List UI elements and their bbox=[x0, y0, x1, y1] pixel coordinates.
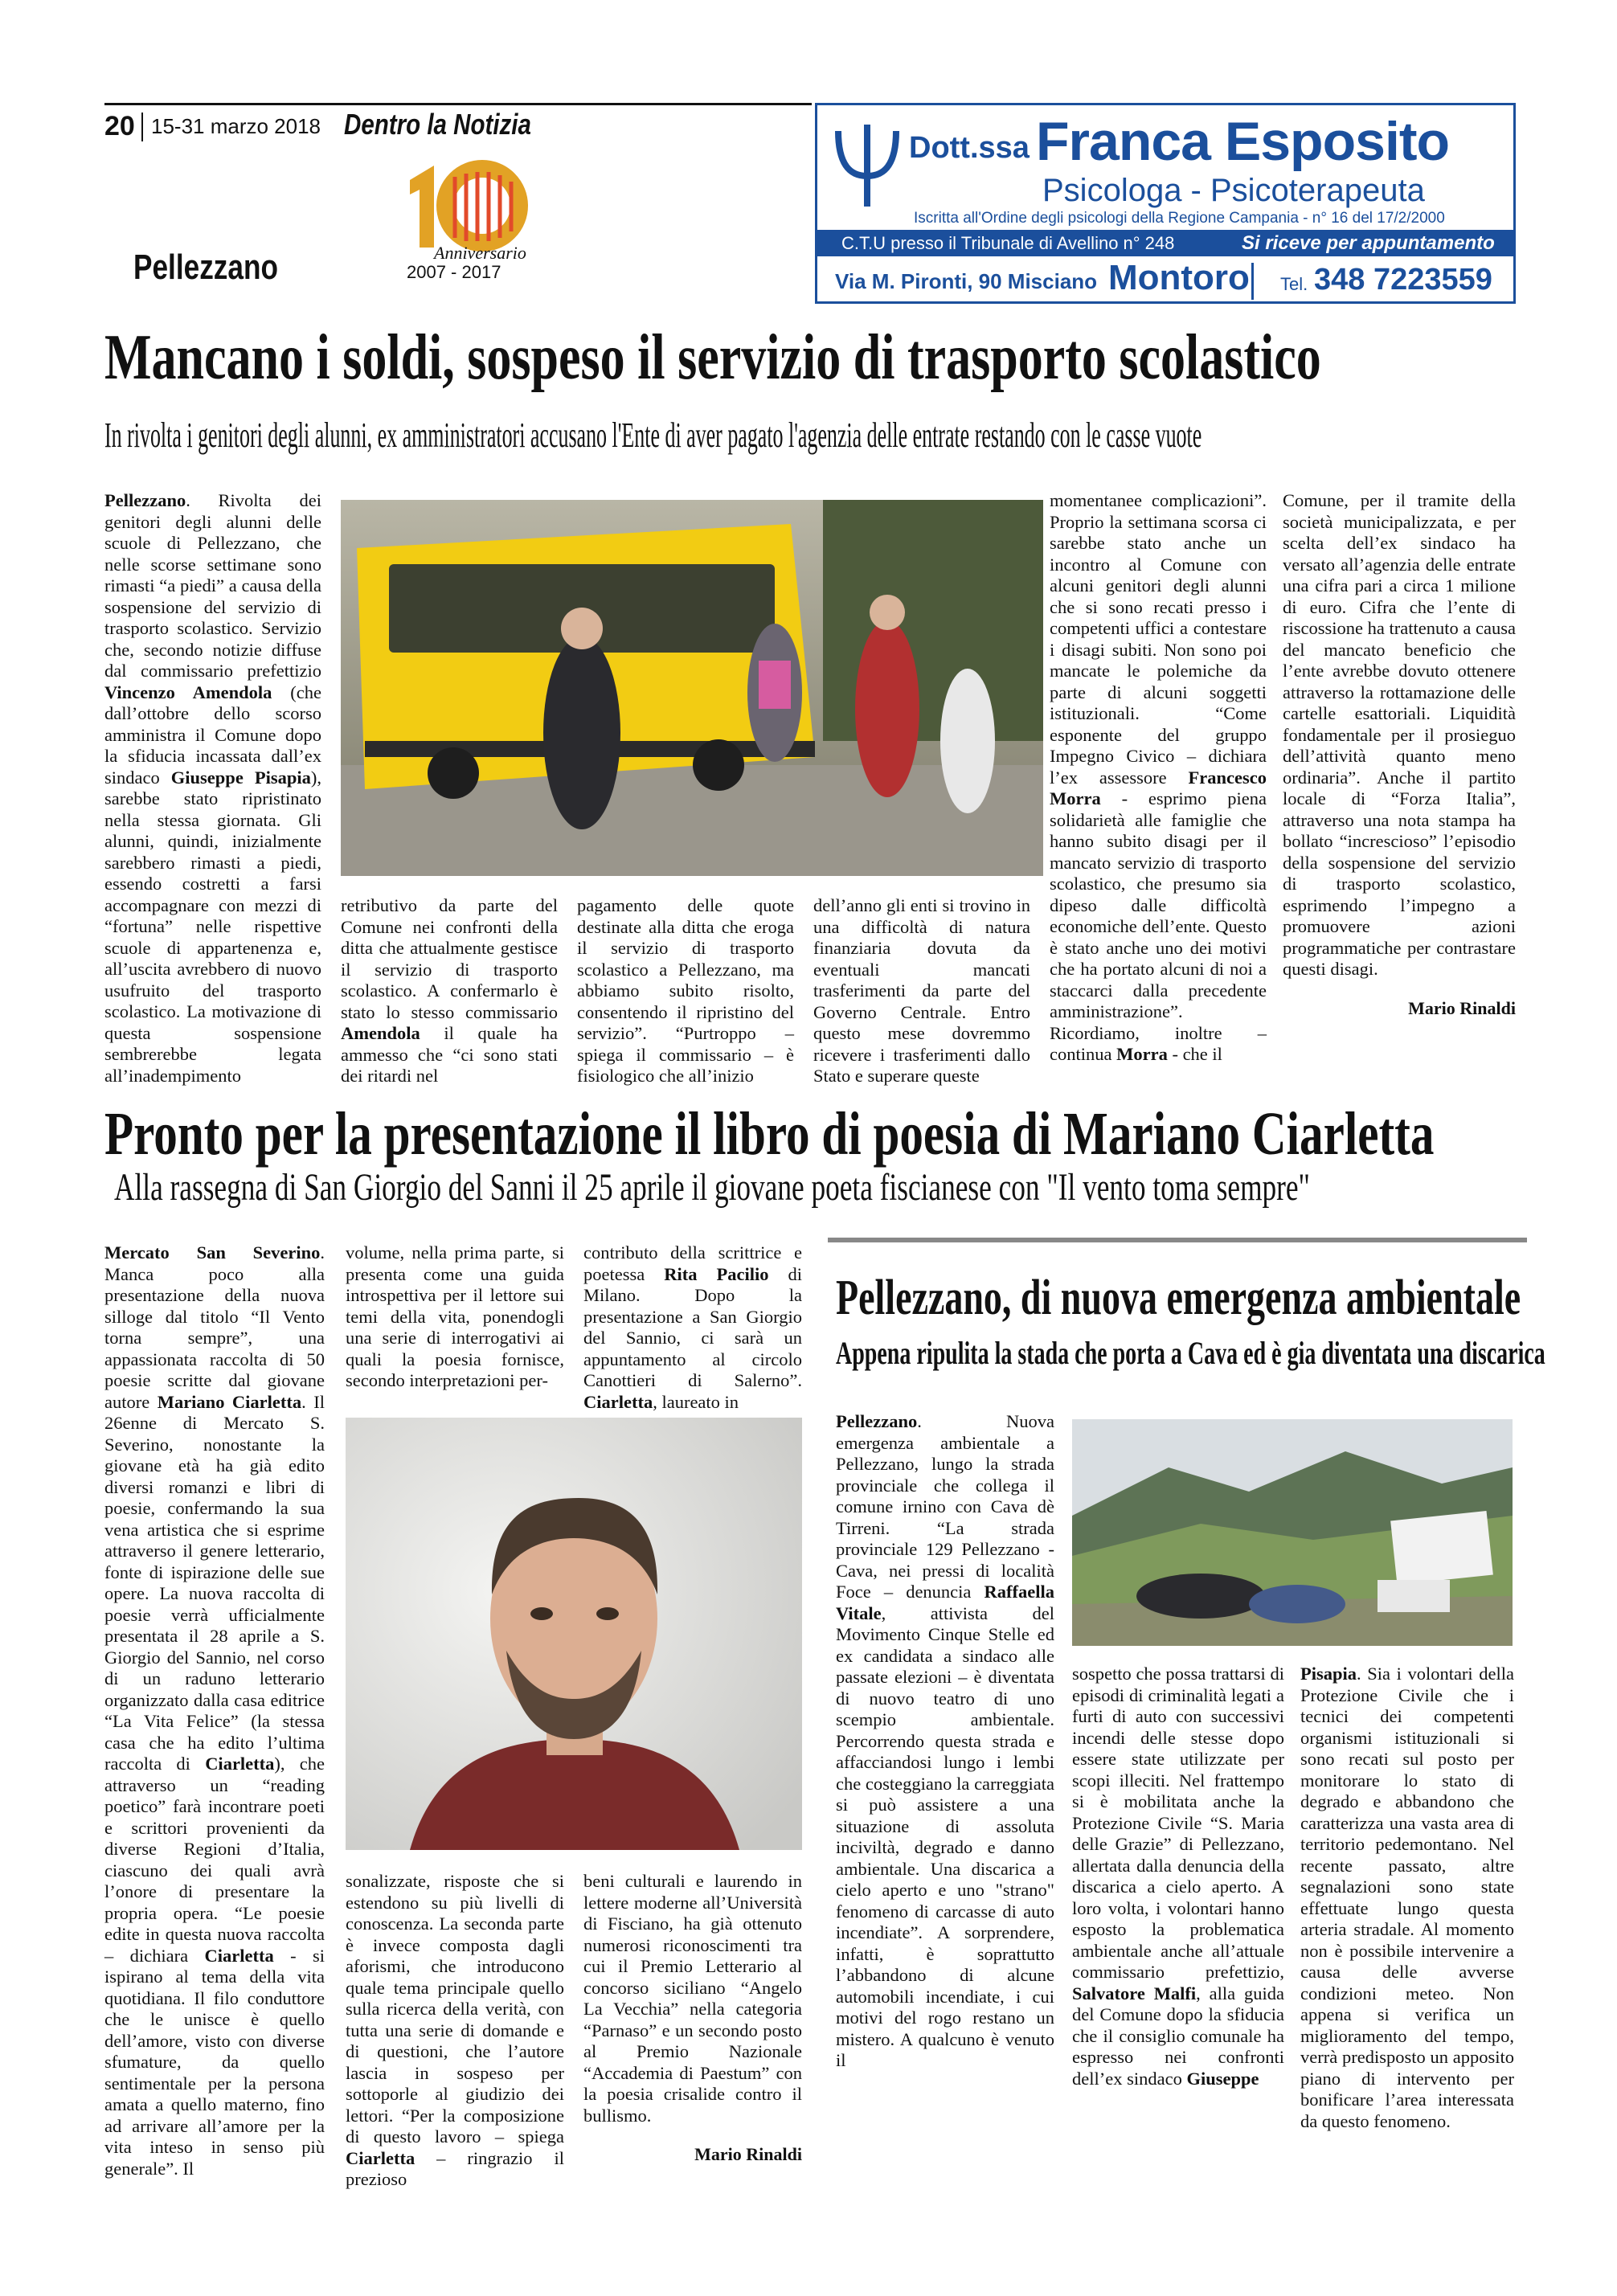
article1-author: Mario Rinaldi bbox=[1408, 997, 1516, 1018]
article1-column-4 bbox=[813, 895, 1030, 1087]
article1-column-1 bbox=[104, 490, 321, 1087]
page-number: 20 bbox=[104, 111, 135, 141]
person-name: Salvatore Malfi bbox=[1072, 1983, 1197, 2003]
article1-column-5 bbox=[1050, 490, 1267, 1066]
advertisement bbox=[815, 103, 1516, 304]
article1-column-2 bbox=[341, 895, 558, 1087]
person-name: Ciarletta bbox=[583, 1391, 653, 1412]
person-name: Amendola bbox=[341, 1023, 420, 1043]
landfill-photo bbox=[1072, 1419, 1513, 1646]
article2-text: volume, nella prima parte, si presenta come una guida introspettiva per il lettore sui temi della vita, ponendogli una serie di interrogativi ai quali la poesia fornisce, secondo interpretazioni per- bbox=[346, 1242, 564, 1390]
section-title: Pellezzano bbox=[133, 248, 278, 287]
article3-subheadline: Appena ripulita la stada che porta a Cava ed è gia diventata una discarica bbox=[836, 1335, 1545, 1371]
article2-text: . Il 26enne di Mercato S. Severino, nonostante la giovane età ha già edito diversi romanzi e libri di poesie, confermando la sua vena artistica che si esprime attraverso il genere letterario, fonte di ispirazione delle sue opere. La nuova raccolta di poesie verrà ufficialmente presentata il 28 aprile a S. Giorgio del Sannio, nel corso di un raduno letterario organizzato dalla casa editrice “La Vita Felice” (la stessa casa che ha edito l’ultima raccolta di bbox=[104, 1391, 325, 1774]
ad-title-prefix: Dott.ssa bbox=[909, 131, 1030, 165]
article3-text: . Sia i volontari della Protezione Civile che i tecnici dei competenti organismi istituzionali si sono recati sul posto per monitorare lo stato di degrado e abbandono che caratterizza una vasta area di territorio pedemontano. Nel recente passato, altre segnalazioni sono state effettuate lungo questa arteria stradale. Al momento non è possibile intervenire a causa delle avverse condizioni meteo. Non appena si verifica un miglioramento del tempo, verrà predisposto un apposito piano di intervento per bonificare l’area interessata da questo fenomeno. bbox=[1300, 1664, 1514, 2131]
article2-text: - si ispirano al tema della vita quotidiana. Il filo conduttore che le unisce è quello dell’amore, visto con diverse sfumature, da quello sentimentale per la persona amata a quello materno, fino ad arrivare all’amore per la vita inteso in senso più generale”. Il bbox=[104, 1945, 325, 2179]
article1-text: - esprimo piena solidarietà alle famiglie che hanno subito disagi per il mancato servizio di trasporto scolastico, che presumo sia dipeso dalle difficoltà economiche dell’ente. Questo è stato anche uno dei motivi che ha portato alcuni di noi a staccarci dalla precedente amministrazione”. Ricordiamo, inoltre – continua bbox=[1050, 788, 1267, 1064]
article1-text: dell’anno gli enti si trovino in una difficoltà di natura finanziaria dovuta da eventuali mancati trasferimenti da parte del Governo Centrale. Entro questo mese dovremmo ricevere i trasferimenti dallo Stato e superare queste bbox=[813, 895, 1030, 1086]
article3-column-2 bbox=[1072, 1664, 1284, 2089]
article3-text: , alla guida del Comune dopo la sfiducia che il consiglio comunale ha espresso nei confronti dell’ex sindaco bbox=[1072, 1983, 1284, 2089]
ad-profession: Psicologa - Psicoterapeuta bbox=[1042, 173, 1425, 208]
anniversary-10-icon bbox=[402, 158, 530, 252]
person-name: Ciarletta bbox=[205, 1754, 275, 1774]
article1-headline: Mancano i soldi, sospeso il servizio di trasporto scolastico bbox=[104, 322, 1321, 393]
ad-address: Via M. Pironti, 90 Misciano bbox=[835, 269, 1098, 293]
article2-text: beni culturali e laurendo in lettere moderne all’Università di Fisciano, ha già ottenuto numerosi riconoscimenti tra cui il Premio Letterario al concorso siciliano “Angelo La Vecchia” nella categoria “Parnaso” e un secondo posto al Premio Nazionale “Accademia di Paestum” con la poesia crisalide contro il bullismo. bbox=[583, 1871, 802, 2126]
article1-text: pagamento delle quote destinate alla ditta che eroga il servizio di trasporto scolastico a Pellezzano, ma abbiamo subito risolto, consentendo il ripristino del servizio”. “Purtroppo – spiega il commissario – è fisiologico che all’inizio bbox=[577, 895, 794, 1086]
ad-town: Montoro bbox=[1108, 258, 1250, 297]
article1-text: - che il bbox=[1167, 1044, 1222, 1064]
article3-text: , attivista del Movimento Cinque Stelle ed ex candidata a sindaco alle passate elezioni – è diventata di nuovo teatro di uno scempio ambientale. Percorrendo questa strada e affacciandosi lungo i lembi che costeggiano la carreggiata si può assistere a una situazione di assoluta inciviltà, degrado e danno ambientale. Una discarica a cielo aperto e uno "strano" fenomeno di carcasse di auto incendiate”. A sorprendere, infatti, è soprattutto l’abbandono di alcune automobili incendiate, i cui motivi del rogo restano un mistero. A qualcuno è venuto il bbox=[836, 1602, 1054, 2070]
article2-column-1 bbox=[104, 1242, 325, 2179]
person-name: Ciarletta bbox=[346, 2147, 416, 2168]
article1-text: retributivo da parte del Comune nei confronti della ditta che attualmente gestisce il servizio di trasporto scolastico. A confermarlo è stato lo stesso commissario bbox=[341, 895, 558, 1022]
article1-column-6 bbox=[1283, 490, 1516, 1019]
ad-divider bbox=[1251, 263, 1254, 300]
ad-ctu: C.T.U presso il Tribunale di Avellino n° 248 bbox=[841, 233, 1175, 253]
person-name: Ciarletta bbox=[204, 1945, 274, 1966]
article2-text: . Manca poco alla presentazione della nuova silloge dal titolo “Il Vento torna sempre”, una appassionata raccolta di 50 poesie scritte dal giovane autore bbox=[104, 1242, 325, 1412]
person-name: Raffaella Vitale bbox=[836, 1582, 1054, 1623]
article1-text: (che dall’ottobre dello scorso amministra il Comune dopo la sfiducia incassata dall’ex sindaco bbox=[104, 681, 322, 788]
article2-column-3-top bbox=[583, 1242, 802, 1413]
person-name: Francesco Morra bbox=[1050, 767, 1267, 808]
article2-text: contributo della scrittrice e poetessa bbox=[583, 1242, 802, 1284]
article3-headline: Pellezzano, di nuova emergenza ambientale bbox=[836, 1271, 1521, 1325]
ad-appointment: Si riceve per appuntamento bbox=[1242, 232, 1495, 254]
article1-lead-place: Pellezzano bbox=[104, 490, 186, 510]
person-name: Rita Pacilio bbox=[664, 1263, 769, 1284]
article3-column-1 bbox=[836, 1411, 1054, 2072]
article3-text: sospetto che possa trattarsi di episodi di criminalità legati a furti di auto con successivi incendi delle stesse dopo essere state utilizzate per scopi illeciti. Nel frattempo si è mobilitata anche la Protezione Civile “S. Maria delle Grazie” di Pellezzano, allertata dalla denuncia della discarica a cielo aperto. A loro volta, i volontari hanno esposto la problematica ambientale anche all’attuale commissario prefettizio, bbox=[1072, 1664, 1284, 1982]
article3-text: . Nuova emergenza ambientale a Pellezzano, lungo la strada provinciale che collega il comune irnino con Cava dè Tirreni. “La strada provinciale 129 Pellezzano - Cava, nei pressi di località Foce – denuncia bbox=[836, 1411, 1054, 1602]
article2-subheadline: Alla rassegna di San Giorgio del Sanni il 25 aprile il giovane poeta fiscianese con "Il vento toma sempre" bbox=[114, 1166, 1310, 1209]
article1-text: Comune, per il tramite della società municipalizzata, e per scelta dell’ex sindaco ha versato all’agenzia delle entrate una cifra pari a circa 1 milione di euro. Cifra che l’ente di riscossione ha trattenuto a causa del mancato beneficio che l’ente avrebbe dovuto ottenere attraverso la rottamazione delle cartelle esattoriali. Liquidità fondamentale per il prosieguo dell’attività quanto meno ordinaria”. Anche il partito locale di “Forza Italia”, attraverso una nota stampa ha bollato “increscioso” l’episodio della sospensione del servizio di trasporto scolastico, esprimendo l’impegno a promuovere azioni programmatiche per contrastare questi disagi. bbox=[1283, 490, 1516, 979]
person-name: Pisapia bbox=[1300, 1664, 1357, 1684]
article2-text: di Milano. Dopo la presentazione a San Giorgio del Sannio, ci sarà un appuntamento al circolo Canottieri di Salerno”. bbox=[583, 1263, 802, 1390]
article2-text: sonalizzate, risposte che si estendono su più livelli di conoscenza. La seconda parte è invece composta dagli aforismi, che introducono quale tema principale quello sulla ricerca della verità, con tutta una serie di domande e di questioni, che l’autore lascia in sospeso per sottoporle al giudizio dei lettori. “Per la composizione di questo lavoro – spiega bbox=[346, 1871, 564, 2147]
article2-column-2-top bbox=[346, 1242, 564, 1392]
school-bus-photo bbox=[341, 500, 1043, 876]
person-name: Giuseppe Pisapia bbox=[170, 767, 311, 788]
article2-text: , laureato in bbox=[653, 1391, 739, 1412]
article2-text: – ringrazio il prezioso bbox=[346, 2147, 564, 2189]
article2-column-2-bottom bbox=[346, 1871, 564, 2191]
anniversary-logo bbox=[402, 158, 530, 282]
psi-logo-icon bbox=[830, 120, 904, 210]
ad-registration: Iscritta all'Ordine degli psicologi della Regione Campania - n° 16 del 17/2/2000 bbox=[914, 210, 1445, 227]
person-name: Morra bbox=[1116, 1044, 1168, 1064]
article1-subheadline: In rivolta i genitori degli alunni, ex amministratori accusano l'Ente di aver pagato l'agenzia delle entrate restando con le casse vuote bbox=[104, 415, 1202, 455]
anniversary-script: Anniversario bbox=[434, 243, 526, 263]
issue-date: 15-31 marzo 2018 bbox=[151, 114, 321, 138]
ad-name: Franca Esposito bbox=[1036, 111, 1450, 172]
person-name: Giuseppe bbox=[1186, 2068, 1259, 2089]
ad-tel: 348 7223559 bbox=[1314, 263, 1492, 297]
person-name: Vincenzo Amendola bbox=[104, 681, 272, 702]
brand-name: Dentro la Notizia bbox=[344, 108, 531, 141]
article1-text: . Rivolta dei genitori degli alunni delle scuole di Pellezzano, che nelle scorse settimane sono rimasti “a piedi” a causa della sospensione del servizio di trasporto scolastico. Servizio che, secondo notizie diffuse dal commissario prefettizio bbox=[104, 490, 321, 681]
article1-column-3 bbox=[577, 895, 794, 1087]
masthead-rule bbox=[104, 103, 812, 105]
poet-portrait-photo bbox=[346, 1418, 802, 1850]
anniversary-years: 2007 - 2017 bbox=[407, 262, 501, 282]
article2-lead-place: Mercato San Severino bbox=[104, 1242, 321, 1263]
article2-text: ), che attraverso un “reading poetico” farà incontrare poeti e scrittori provenienti da diverse Regioni d’Italia, ciascuno dei quali avrà l’onore di presentare la propria opera. “Le poesie edite in questa nuova raccolta – dichiara bbox=[104, 1754, 325, 1966]
article1-text: il quale ha ammesso che “ci sono stati dei ritardi nel bbox=[341, 1023, 558, 1086]
article3-top-rule bbox=[828, 1238, 1527, 1242]
article1-text: ), sarebbe stato ripristinato nella stessa giornata. Gli alunni, quindi, inizialmente sarebbero rimasti a piedi, essendo costretti a farsi accompagnare con mezzi di “fortuna” nelle rispettive scuole di appartenenza e, all’uscita avrebbero di nuovo usufruito del trasporto scolastico. La motivazione di questa sospensione sembrerebbe legata all’inadempimento bbox=[104, 767, 321, 1086]
article2-headline: Pronto per la presentazione il libro di poesia di Mariano Ciarletta bbox=[104, 1100, 1435, 1168]
article2-author: Mario Rinaldi bbox=[694, 2144, 802, 2164]
ad-tel-label: Tel. bbox=[1280, 274, 1308, 294]
person-name: Mariano Ciarletta bbox=[157, 1391, 302, 1412]
article3-lead-place: Pellezzano bbox=[836, 1411, 918, 1431]
article1-text: momentanee complicazioni”. Proprio la settimana scorsa ci sarebbe stato anche un incontro al Comune con alcuni genitori degli alunni che si sono recati presso i competenti uffici a contestare i disagi subiti. Non sono poi mancate le polemiche da parte di alcuni soggetti istituzionali. “Come esponente del gruppo Impegno Civico – dichiara l’ex assessore bbox=[1050, 490, 1267, 788]
article3-column-3 bbox=[1300, 1664, 1514, 2132]
article2-column-3-bottom bbox=[583, 1871, 802, 2166]
page-number-divider bbox=[141, 113, 143, 141]
